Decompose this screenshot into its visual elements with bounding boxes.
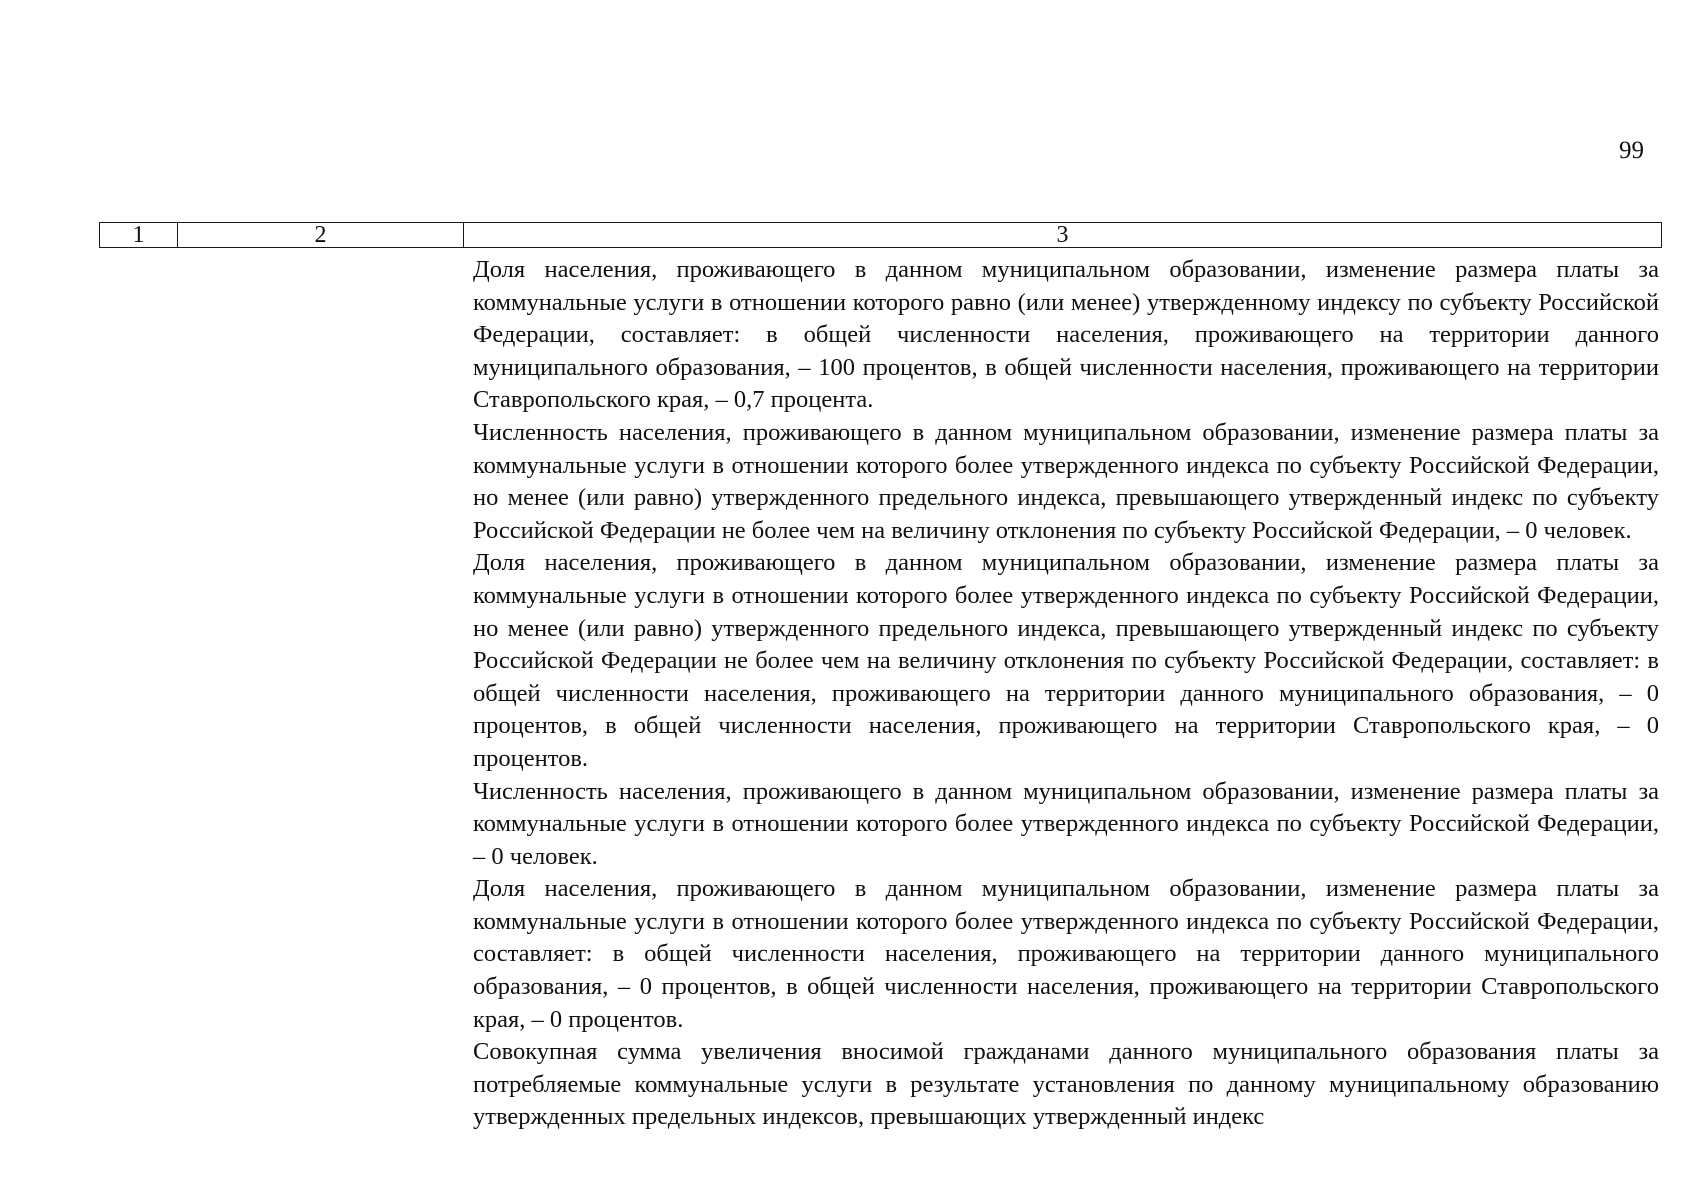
paragraph-population-share-above-index: Доля населения, проживающего в данном муниципальном образовании, изменение размера платы за коммунальные услуги в отношении которого более утвержденного индекса по субъекту Российской Федерации, составляет: в общей численности населения, проживающего на территории данного муниципального образования, – 0 процентов, в общей численности населения, проживающего на территории Ставропольского края, – 0 процентов. — [473, 875, 1659, 1033]
paragraph-population-share-within-index: Доля населения, проживающего в данном муниципальном образовании, изменение размера платы за коммунальные услуги в отношении которого равно (или менее) утвержденному индексу по субъекту Российской Федерации, составляет: в общей численности населения, проживающего на территории данного муниципального образования, – 100 процентов, в общей численности населения, проживающего на территории Ставропольского края, – 0,7 процента. — [473, 256, 1659, 414]
page-number: 99 — [1619, 137, 1644, 164]
column-3-text — [473, 254, 1659, 1134]
column-number-1: 1 — [100, 223, 178, 248]
paragraph-population-count-above-index: Численность населения, проживающего в данном муниципальном образовании, изменение размера платы за коммунальные услуги в отношении которого более утвержденного индекса по субъекту Российской Федерации, – 0 человек. — [473, 777, 1659, 870]
paragraph-population-count-up-to-limit: Численность населения, проживающего в данном муниципальном образовании, изменение размера платы за коммунальные услуги в отношении которого более утвержденного индекса по субъекту Российской Федерации, но менее (или равно) утвержденного предельного индекса, превышающего утвержденный индекс по субъекту Российской Федерации не более чем на величину отклонения по субъекту Российской Федерации, – 0 человек. — [473, 418, 1659, 544]
paragraph-total-payment-increase: Совокупная сумма увеличения вносимой гражданами данного муниципального образования платы за потребляемые коммунальные услуги в результате установления по данному муниципальному образованию утвержденных предельных индексов, превышающих утвержденный индекс — [473, 1038, 1659, 1131]
table-column-header — [99, 222, 1662, 248]
column-number-2: 2 — [178, 223, 464, 248]
paragraph-population-share-up-to-limit: Доля населения, проживающего в данном муниципальном образовании, изменение размера платы за коммунальные услуги в отношении которого более утвержденного индекса по субъекту Российской Федерации, но менее (или равно) утвержденного предельного индекса, превышающего утвержденный индекс по субъекту Российской Федерации не более чем на величину отклонения по субъекту Российской Федерации, составляет: в общей численности населения, проживающего на территории данного муниципального образования, – 0 процентов, в общей численности населения, проживающего на территории Ставропольского края, – 0 процентов. — [473, 549, 1659, 772]
column-number-3: 3 — [464, 223, 1662, 248]
table-header-row — [100, 223, 1662, 248]
